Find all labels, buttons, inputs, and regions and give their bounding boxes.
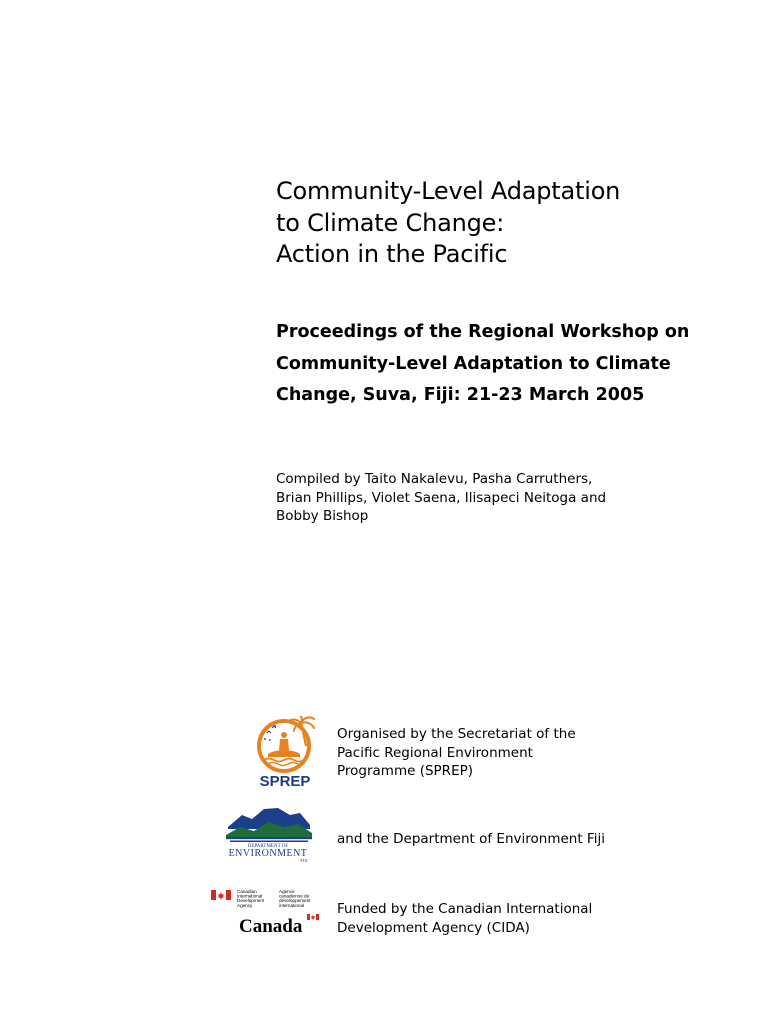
title-line-2: to Climate Change:: [276, 208, 505, 237]
compilers-line-2: Brian Phillips, Violet Saena, Ilisapeci Neitoga and: [276, 489, 607, 506]
cida-credit-line-1: Funded by the Canadian International: [337, 901, 593, 917]
svg-text:Canadian International: Canadian International Development Agency: [237, 889, 265, 908]
sprep-credit-line-3: Programme (SPREP): [337, 763, 474, 779]
doe-credit: [337, 830, 757, 849]
subtitle-line-1: Proceedings of the Regional Workshop on: [276, 322, 690, 342]
canada-wordmark: Canada: [239, 916, 303, 936]
compilers-line-1: Compiled by Taito Nakalevu, Pasha Carruthers,: [276, 471, 593, 487]
title-line-3: Action in the Pacific: [276, 240, 508, 268]
sprep-logo: [254, 716, 324, 790]
compilers-credit: [276, 470, 746, 526]
cida-credit-line-2: Development Agency (CIDA): [337, 919, 530, 936]
subtitle-line-2: Community-Level Adaptation to Climate: [276, 353, 671, 374]
doe-logo-main-text: ENVIRONMENT: [228, 848, 308, 859]
compilers-line-3: Bobby Bishop: [276, 508, 369, 524]
doe-fiji-logo: [224, 805, 314, 863]
cida-logo: [209, 886, 321, 936]
document-title: [276, 176, 736, 271]
svg-text:Agence canadienne de: Agence canadienne de développement international: [279, 889, 311, 908]
doe-logo-sub-text: FIJI: [300, 858, 308, 863]
sprep-credit-line-1: Organised by the Secretariat of the: [337, 726, 576, 742]
subtitle-line-3: Change, Suva, Fiji: 21-23 March 2005: [276, 385, 645, 405]
document-subtitle: [276, 317, 746, 412]
sprep-credit: [337, 725, 757, 781]
title-line-1: Community-Level Adaptation: [276, 177, 621, 205]
sprep-logo-wordmark: SPREP: [259, 773, 311, 790]
doe-credit-line-1: and the Department of Environment Fiji: [337, 831, 605, 847]
doe-logo-top-text: DEPARTMENT OF: [247, 844, 289, 849]
cida-credit: [337, 900, 757, 937]
sprep-credit-line-2: Pacific Regional Environment: [337, 744, 533, 761]
